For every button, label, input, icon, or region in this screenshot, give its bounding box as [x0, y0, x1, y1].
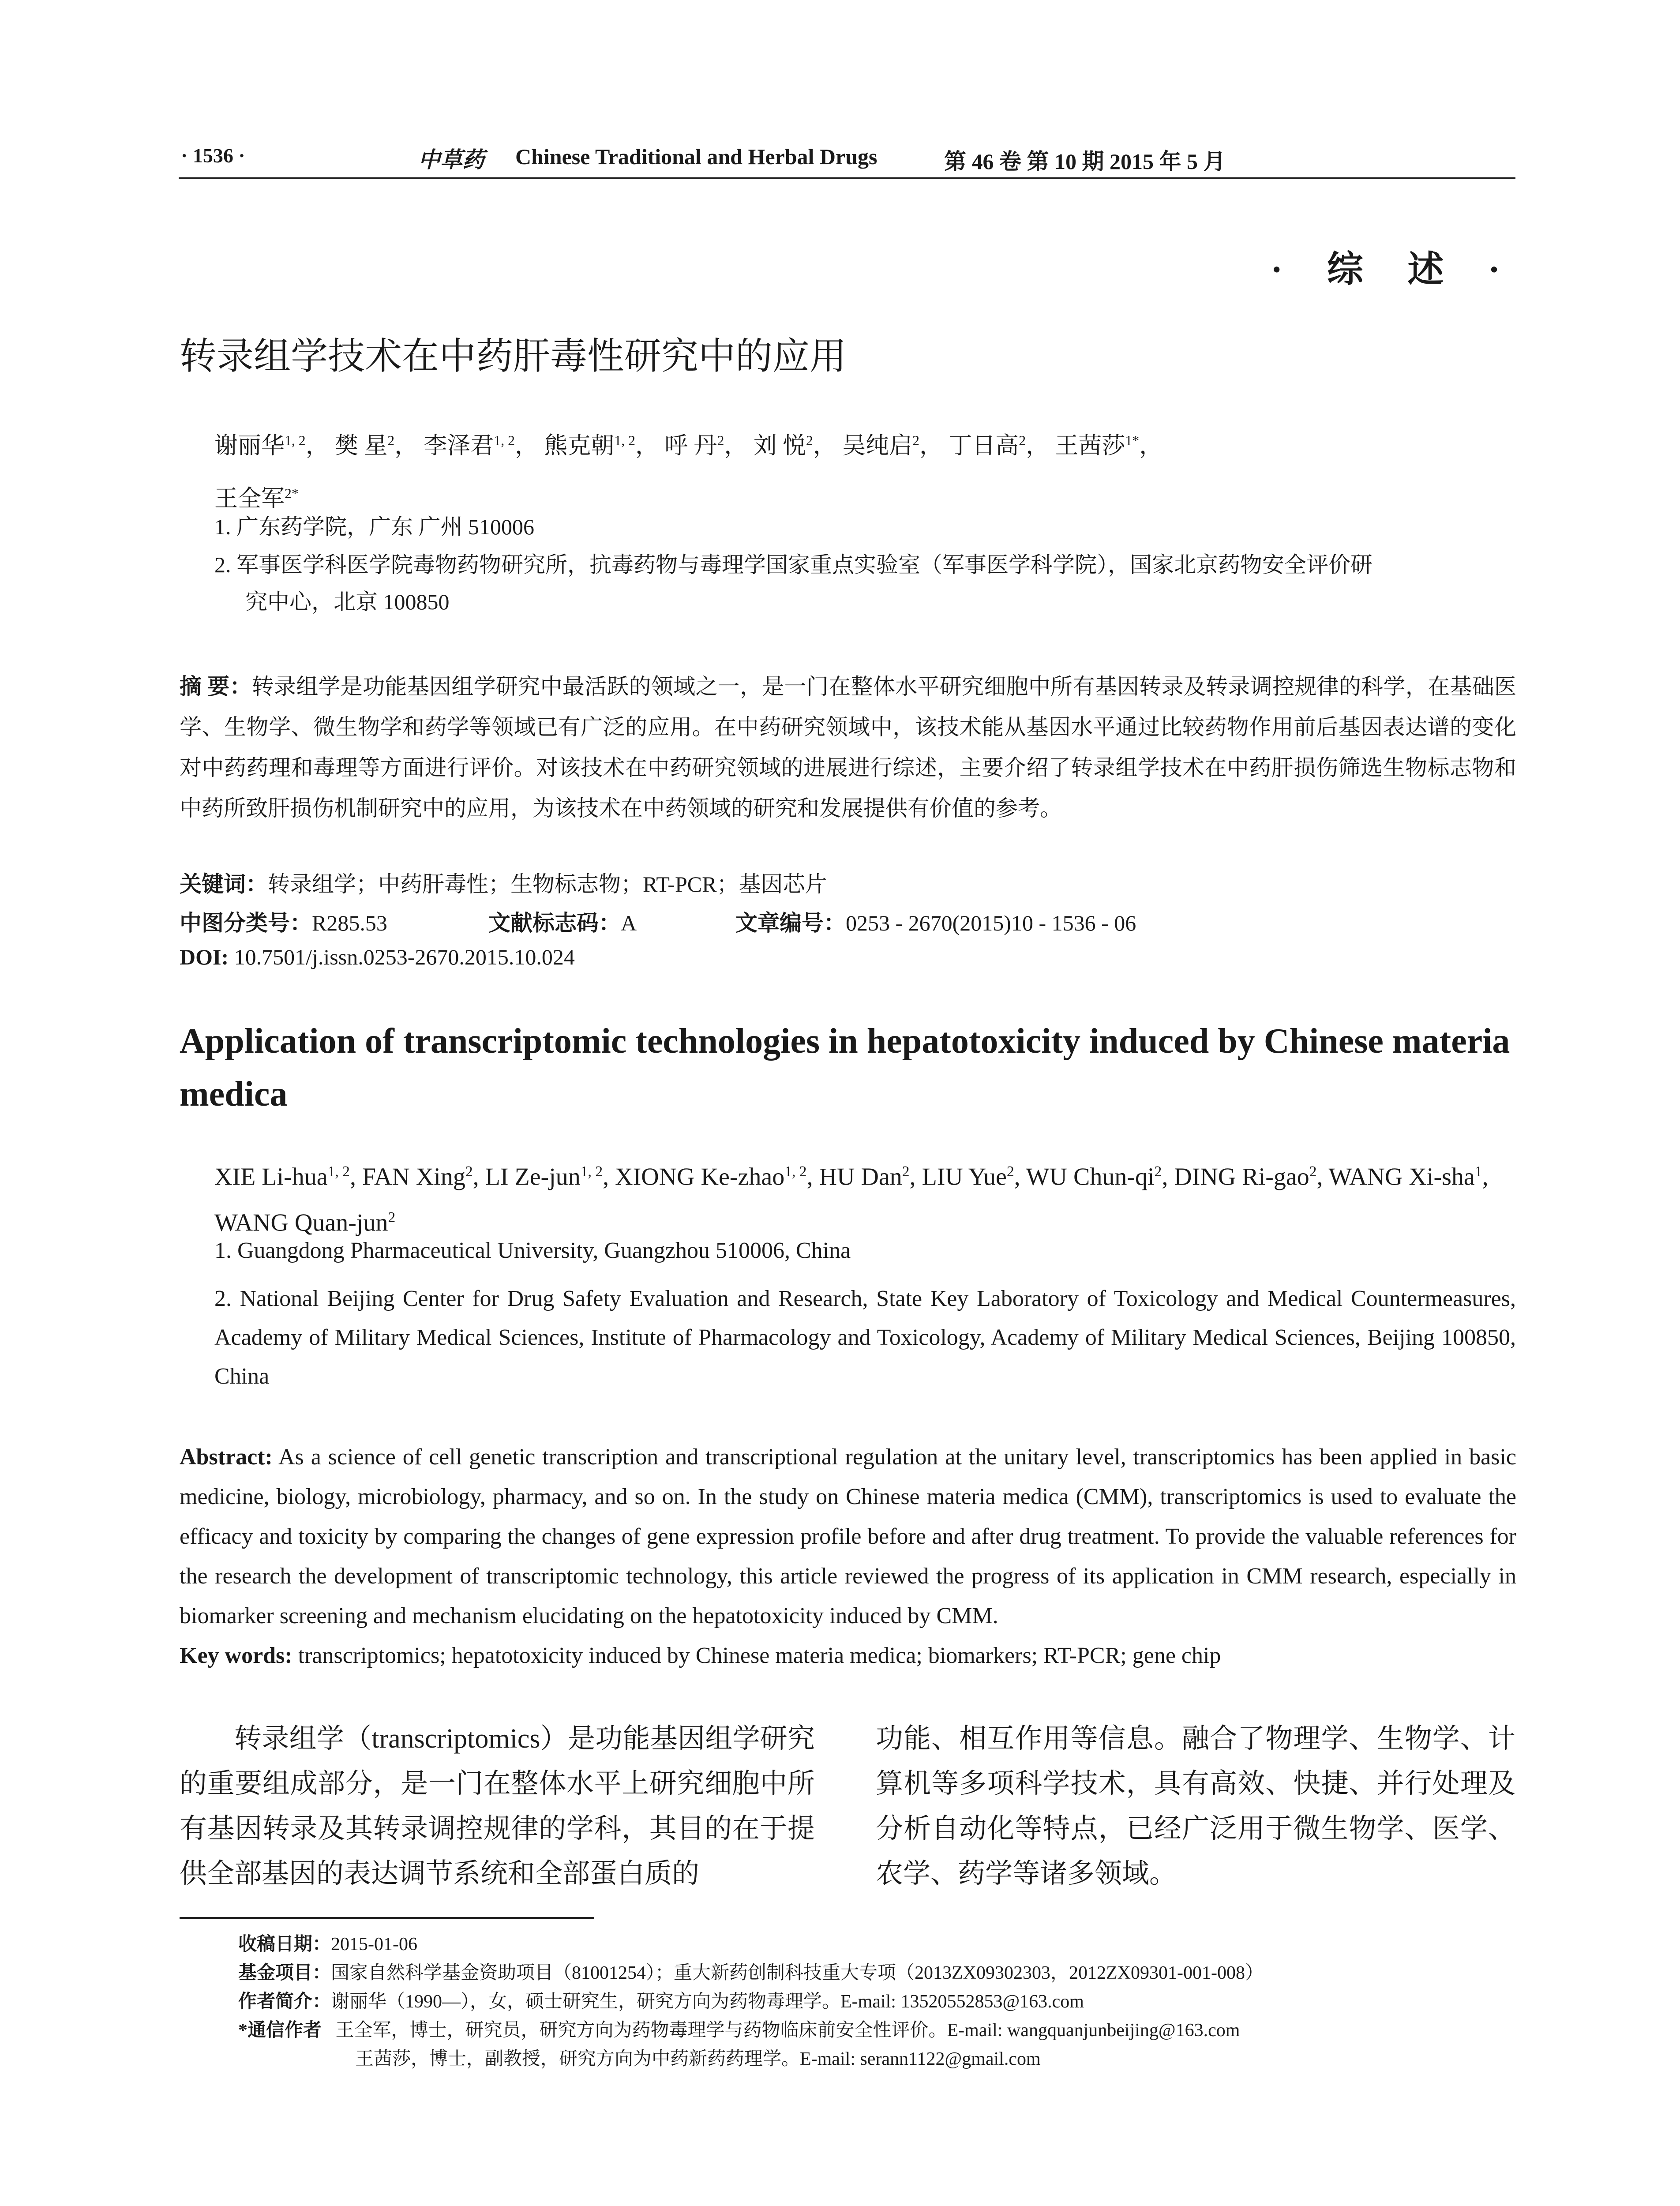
doc-code-label: 文献标志码： [488, 911, 621, 935]
author-en-affil: 2 [1006, 1163, 1014, 1180]
affiliation-cn-2 [214, 546, 1516, 620]
author-en-affil: 1, 2 [580, 1163, 603, 1180]
author-cn-affil: 2 [717, 433, 724, 448]
author-en-affil: 1, 2 [784, 1163, 807, 1180]
author-cn-affil: 1, 2 [494, 433, 515, 448]
author-en: WU Chun-qi [1026, 1163, 1155, 1191]
author-cn: 王茜莎 [1055, 433, 1125, 459]
journal-name-en: Chinese Traditional and Herbal Drugs [515, 144, 878, 169]
author-en: XIE Li-hua [214, 1163, 328, 1191]
author-cn-affil: 2 [912, 433, 919, 448]
author-en: HU Dan [819, 1163, 902, 1191]
author-en-affil: 2 [1154, 1163, 1162, 1180]
author-cn: 呼 丹 [664, 433, 717, 459]
author-cn-affil: 1, 2 [285, 433, 306, 448]
received-date: 2015-01-06 [331, 1934, 417, 1955]
footnote-received [238, 1930, 417, 1958]
author-bio-text: 谢丽华（1990—），女，硕士研究生，研究方向为药物毒理学。E-mail: 13520552853@163.com [331, 1992, 1084, 2012]
classification-line [180, 905, 1516, 937]
author-en: LI Ze-jun [485, 1163, 581, 1191]
abstract-cn [180, 666, 1516, 829]
page-number: · 1536 · [181, 144, 245, 167]
author-cn-affil: 1* [1125, 433, 1140, 448]
affiliation-cn-2-line1: 2. 军事医学科医学院毒物药物研究所，抗毒药物与毒理学国家重点实验室（军事医学科学院），国家北京药物安全评价研 [214, 552, 1372, 577]
author-en-affil: 2 [388, 1209, 396, 1226]
author-en: LIU Yue [922, 1163, 1007, 1191]
footnote-author [238, 1988, 1084, 2016]
author-cn: 樊 星 [334, 433, 388, 459]
footnote-corresponding-2: 王茜莎，博士，副教授，研究方向为中药新药药理学。E-mail: serann1122@gmail.com [355, 2049, 1041, 2069]
author-bio-label: 作者简介： [238, 1992, 331, 2012]
article-number-label: 文章编号： [735, 911, 846, 935]
abstract-cn-label: 摘 要： [180, 674, 252, 699]
issue-info: 第 46 卷 第 10 期 2015 年 5 月 [944, 149, 1226, 174]
received-label: 收稿日期： [238, 1934, 331, 1955]
article-number-value: 0253 - 2670(2015)10 - 1536 - 06 [846, 911, 1136, 935]
header-rule [179, 177, 1515, 179]
keywords-cn-text: 转录组学；中药肝毒性；生物标志物；RT-PCR；基因芯片 [268, 872, 827, 897]
author-en: WANG Xi-sha [1328, 1163, 1475, 1191]
body-column-left: 转录组学（transcriptomics）是功能基因组学研究的重要组成部分，是一门在整体水平上研究细胞中所有基因转录及其转录调控规律的学科，其目的在于提供全部基因的表达调节系统和全部蛋白质的 [180, 1724, 815, 1889]
doi-label: DOI: [180, 945, 229, 969]
keywords-en-label: Key words: [180, 1643, 292, 1668]
keywords-en-text: transcriptomics; hepatotoxicity induced by Chinese materia medica; biomarkers; RT-PCR; gene chip [298, 1643, 1221, 1668]
author-en-affil: 1 [1474, 1163, 1482, 1180]
author-cn: 王全军 [214, 486, 285, 512]
footnote-corresponding-1 [238, 2016, 1240, 2045]
doc-code-value: A [621, 911, 637, 935]
doi [180, 944, 575, 970]
author-cn: 李泽君 [424, 433, 494, 459]
author-cn-affil: 2 [387, 433, 395, 448]
abstract-en-text: As a science of cell genetic transcription and transcriptional regulation at the unitary level, transcriptomics has been applied in basic medicine, biology, microbiology, pharmacy, and so on. In the study on Chinese materia medica (CMM), transcriptomics is used to evaluate the efficacy and toxicity by comparing the changes of gene expression profile before and after drug treatment. To provide the valuable references for the research the development of transcriptomic technology, this article reviewed the progress of its application in CMM research, especially in biomarker screening and mechanism elucidating on the hepatotoxicity induced by CMM. [180, 1444, 1516, 1628]
authors-en: XIE Li-hua$^{1, 2}$, FAN Xing$^2$, LI Ze-jun$^{1, 2}$, XIONG Ke-zhao$^{1, 2}$, HU Dan$^2$, LIU Yue$^2$, WU Chun-$qi^2$, DING Ri-gao$^2$, WANG Xi-sha$^1$, WANG Quan-jun$^2$ [214, 1163, 1489, 1237]
corresponding-1-text: 王全军，博士，研究员，研究方向为药物毒理学与药物临床前安全性评价。E-mail: wangquanjunbeijing@163.com [335, 2020, 1240, 2041]
author-en: WANG Quan-jun [214, 1209, 388, 1237]
author-cn-affil: 1, 2 [614, 433, 636, 448]
section-label: · 综 述 · [1271, 249, 1518, 289]
author-cn: 谢丽华 [214, 433, 285, 459]
affiliation-en-1: 1. Guangdong Pharmaceutical University, Guangzhou 510006, China [214, 1238, 851, 1263]
clc-value: R285.53 [312, 911, 387, 935]
fund-text: 国家自然科学基金资助项目（81001254）；重大新药创制科技重大专项（2013ZX09302303，2012ZX09301-001-008） [331, 1963, 1264, 1983]
abstract-en [180, 1437, 1516, 1676]
author-cn-affil: 2 [1019, 433, 1026, 448]
author-en: DING Ri-gao [1174, 1163, 1309, 1191]
author-en: XIONG Ke-zhao [615, 1163, 785, 1191]
title-cn: 转录组学技术在中药肝毒性研究中的应用 [180, 334, 847, 378]
author-cn-affil: 2* [285, 485, 299, 501]
author-cn: 吴纯启 [842, 433, 913, 459]
doi-link[interactable]: 10.7501/j.issn.0253-2670.2015.10.024 [234, 945, 575, 969]
author-en-affil: 2 [465, 1163, 473, 1180]
affiliation-en-2: 2. National Beijing Center for Drug Safety Evaluation and Research, State Key Laboratory of Toxicology and Medical Countermeasures, Academy of Military Medical Sciences, Institute of Pharmacology and Toxicology, Academy of Military Medical Sciences, Beijing 100850, China [214, 1286, 1516, 1389]
author-cn: 刘 悦 [753, 433, 806, 459]
corresponding-label: *通信作者 [238, 2020, 322, 2041]
fund-label: 基金项目： [238, 1963, 331, 1983]
footnote-rule [180, 1917, 594, 1919]
author-en: FAN Xing [362, 1163, 465, 1191]
author-en-affil: 2 [1309, 1163, 1317, 1180]
author-cn: 丁日高 [949, 433, 1019, 459]
author-cn: 熊克朝 [544, 433, 615, 459]
footnote-fund [238, 1959, 1264, 1987]
journal-name-cn: 中草药 [418, 147, 484, 172]
keywords-cn-label: 关键词： [180, 872, 268, 897]
keywords-cn [180, 867, 827, 898]
author-en-affil: 1, 2 [327, 1163, 350, 1180]
affiliation-cn-2-line2: 究中心，北京 100850 [245, 589, 450, 614]
clc-label: 中图分类号： [180, 911, 312, 935]
author-cn-affil: 2 [806, 433, 813, 448]
title-en: Application of transcriptomic technologies in hepatotoxicity induced by Chinese materia medica [180, 1022, 1510, 1114]
author-en-affil: 2 [902, 1163, 910, 1180]
body-column-right: 功能、相互作用等信息。融合了物理学、生物学、计算机等多项科学技术，具有高效、快捷、并行处理及分析自动化等特点，已经广泛用于微生物学、医学、农学、药学等诸多领域。 [876, 1724, 1515, 1889]
affiliation-cn-1: 1. 广东药学院，广东 广州 510006 [214, 514, 534, 539]
authors-cn: 谢丽华$^{1, 2}$， 樊 星$^2$， 李泽君$^{1, 2}$， 熊克朝$^{1, 2}$， 呼 丹$^2$， 刘 悦$^2$， 吴纯启$^2$， 丁日高$^2$， 王茜莎$^{1*}$， 王全军$^{2*}$ [214, 433, 1163, 512]
abstract-en-label: Abstract: [180, 1444, 273, 1470]
abstract-cn-text: 转录组学是功能基因组学研究中最活跃的领域之一，是一门在整体水平研究细胞中所有基因转录及转录调控规律的科学，在基础医学、生物学、微生物学和药学等领域已有广泛的应用。在中药研究领域中，该技术能从基因水平通过比较药物作用前后基因表达谱的变化对中药药理和毒理等方面进行评价。对该技术在中药研究领域的进展进行综述，主要介绍了转录组学技术在中药肝损伤筛选生物标志物和中药所致肝损伤机制研究中的应用，为该技术在中药领域的研究和发展提供有价值的参考。 [180, 674, 1517, 821]
